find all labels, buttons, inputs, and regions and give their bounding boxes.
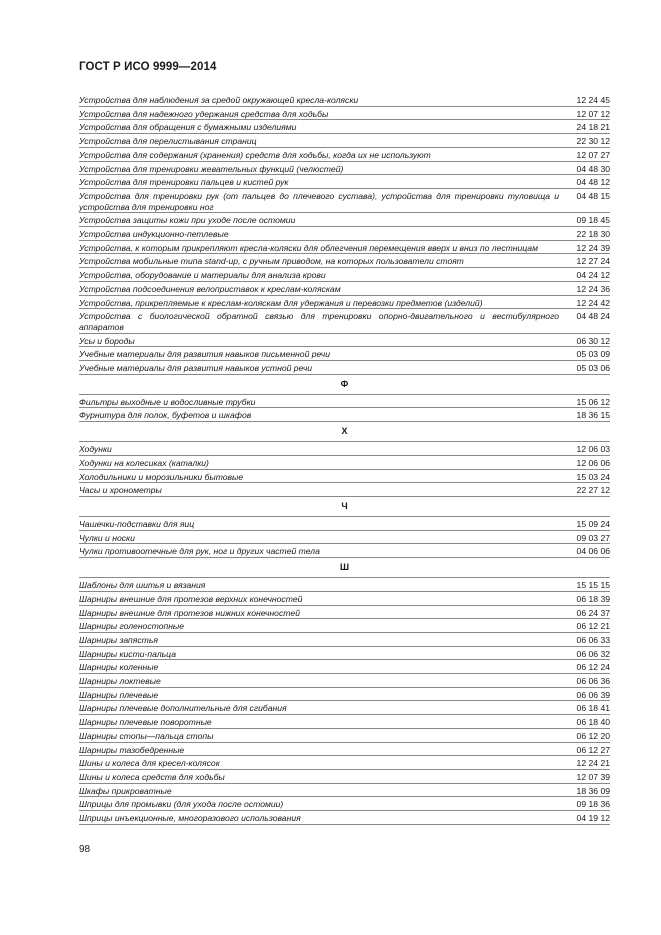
entry-code: 06 30 12 bbox=[576, 335, 610, 346]
entry-term: Ходунки bbox=[79, 444, 112, 455]
index-entry bbox=[79, 395, 610, 409]
entry-code: 24 18 21 bbox=[576, 122, 610, 133]
entry-code: 12 24 39 bbox=[576, 242, 610, 253]
entry-code: 12 07 12 bbox=[576, 108, 610, 119]
index-entry bbox=[79, 531, 610, 545]
entry-code: 04 48 15 bbox=[576, 190, 610, 201]
index-entry bbox=[79, 162, 610, 176]
entry-term: Шарниры плечевые bbox=[79, 689, 159, 700]
entry-code: 12 27 24 bbox=[576, 256, 610, 267]
entry-term: Устройства подсоединения велоприставок к креслам-коляскам bbox=[79, 283, 341, 294]
entry-term: Ходунки на колесиках (каталки) bbox=[79, 457, 209, 468]
entry-code: 06 12 24 bbox=[576, 662, 610, 673]
entry-term: Устройства, прикрепляемые к креслам-коляскам для удержания и перевозки предметов (изделий) bbox=[79, 297, 483, 308]
entry-term: Холодильники и морозильники бытовые bbox=[79, 471, 244, 482]
index-entry bbox=[79, 282, 610, 296]
entry-code: 04 24 12 bbox=[576, 270, 610, 281]
entry-term: Фильтры выходные и водосливные трубки bbox=[79, 396, 256, 407]
index-entry bbox=[79, 148, 610, 162]
index-entry bbox=[79, 134, 610, 148]
entry-term: Устройства мобильные типа stand-up, с ручным приводом, на которых пользователи стоят bbox=[79, 256, 464, 267]
index-entry bbox=[79, 729, 610, 743]
entry-code: 06 18 39 bbox=[576, 593, 610, 604]
entry-term: Чулки и носки bbox=[79, 532, 135, 543]
entry-term: Устройства для надежного удержания средства для ходьбы bbox=[79, 108, 329, 119]
section-letter: Ш bbox=[79, 558, 610, 578]
entry-code: 06 18 40 bbox=[576, 717, 610, 728]
entry-code: 12 24 36 bbox=[576, 283, 610, 294]
index-entry bbox=[79, 715, 610, 729]
entry-term: Часы и хронометры bbox=[79, 485, 162, 496]
index-entry bbox=[79, 470, 610, 484]
index-entry bbox=[79, 633, 610, 647]
entry-code: 09 18 45 bbox=[576, 215, 610, 226]
entry-code: 12 06 06 bbox=[576, 457, 610, 468]
entry-code: 06 12 21 bbox=[576, 621, 610, 632]
entry-code: 15 09 24 bbox=[576, 518, 610, 529]
entry-code: 15 15 15 bbox=[576, 580, 610, 591]
index-entry bbox=[79, 743, 610, 757]
section-letter: Ф bbox=[79, 375, 610, 395]
entry-code: 06 06 36 bbox=[576, 676, 610, 687]
index-entry bbox=[79, 647, 610, 661]
entry-term: Шарниры голеностопные bbox=[79, 621, 185, 632]
entry-code: 22 30 12 bbox=[576, 136, 610, 147]
entry-code: 15 06 12 bbox=[576, 396, 610, 407]
entry-term: Устройства защиты кожи при уходе после остомии bbox=[79, 215, 296, 226]
entry-code: 15 03 24 bbox=[576, 471, 610, 482]
entry-code: 06 06 39 bbox=[576, 689, 610, 700]
entry-term: Учебные материалы для развития навыков письменной речи bbox=[79, 349, 331, 360]
entry-code: 06 12 20 bbox=[576, 730, 610, 741]
index-entry bbox=[79, 592, 610, 606]
entry-term: Шарниры стопы—пальца стопы bbox=[79, 730, 214, 741]
entry-code: 12 24 42 bbox=[576, 297, 610, 308]
entry-term: Учебные материалы для развития навыков устной речи bbox=[79, 363, 313, 374]
subject-index bbox=[79, 93, 610, 825]
entry-term: Шарниры плечевые дополнительные для сгибания bbox=[79, 703, 287, 714]
entry-code: 05 03 06 bbox=[576, 363, 610, 374]
entry-term: Шарниры тазобедренные bbox=[79, 744, 185, 755]
entry-code: 18 36 09 bbox=[576, 785, 610, 796]
entry-term: Устройства для тренировки пальцев и кистей рук bbox=[79, 177, 289, 188]
index-entry bbox=[79, 606, 610, 620]
entry-term: Усы и бороды bbox=[79, 335, 135, 346]
index-entry bbox=[79, 268, 610, 282]
entry-code: 22 18 30 bbox=[576, 229, 610, 240]
entry-code: 04 48 24 bbox=[576, 311, 610, 322]
index-entry bbox=[79, 578, 610, 592]
index-entry bbox=[79, 254, 610, 268]
entry-term: Шарниры коленные bbox=[79, 662, 159, 673]
index-entry bbox=[79, 213, 610, 227]
entry-term: Шарниры запястья bbox=[79, 634, 158, 645]
index-entry bbox=[79, 334, 610, 348]
index-entry bbox=[79, 770, 610, 784]
index-entry bbox=[79, 797, 610, 811]
section-letter: Ч bbox=[79, 497, 610, 517]
entry-code: 04 19 12 bbox=[576, 813, 610, 824]
index-entry bbox=[79, 120, 610, 134]
entry-code: 12 07 39 bbox=[576, 771, 610, 782]
entry-term: Шкафы прикроватные bbox=[79, 785, 172, 796]
entry-code: 18 36 15 bbox=[576, 410, 610, 421]
index-entry bbox=[79, 442, 610, 456]
index-entry bbox=[79, 361, 610, 375]
index-entry bbox=[79, 517, 610, 531]
index-entry bbox=[79, 175, 610, 189]
index-entry bbox=[79, 189, 610, 213]
entry-term: Шарниры внешние для протезов нижних конечностей bbox=[79, 607, 300, 618]
entry-term: Устройства с биологической обратной связью для тренировки опорно-двигательного и вестибулярного аппаратов bbox=[79, 311, 559, 332]
document-header: ГОСТ Р ИСО 9999—2014 bbox=[79, 61, 217, 73]
entry-term: Шприцы инъекционные, многоразового использования bbox=[79, 813, 301, 824]
entry-code: 04 06 06 bbox=[576, 546, 610, 557]
index-entry bbox=[79, 619, 610, 633]
entry-term: Устройства индукционно-петлевые bbox=[79, 229, 229, 240]
index-entry bbox=[79, 309, 610, 333]
index-entry bbox=[79, 241, 610, 255]
index-entry bbox=[79, 93, 610, 107]
entry-term: Чулки противоотечные для рук, ног и других частей тела bbox=[79, 546, 320, 557]
entry-term: Шприцы для промывки (для ухода после остомии) bbox=[79, 799, 284, 810]
entry-term: Шины и колеса для кресел-колясок bbox=[79, 758, 220, 769]
entry-code: 22 27 12 bbox=[576, 485, 610, 496]
index-entry bbox=[79, 811, 610, 825]
entry-code: 06 24 37 bbox=[576, 607, 610, 618]
index-entry bbox=[79, 544, 610, 558]
entry-code: 12 24 45 bbox=[576, 95, 610, 105]
page-number: 98 bbox=[79, 844, 91, 855]
index-entry bbox=[79, 107, 610, 121]
index-entry bbox=[79, 408, 610, 422]
index-entry bbox=[79, 701, 610, 715]
entry-term: Устройства для тренировки жевательных функций (челюстей) bbox=[79, 163, 344, 174]
entry-term: Фурнитура для полок, буфетов и шкафов bbox=[79, 410, 252, 421]
entry-term: Шины и колеса средств для ходьбы bbox=[79, 771, 225, 782]
entry-term: Шарниры кисти-пальца bbox=[79, 648, 176, 659]
index-entry bbox=[79, 296, 610, 310]
entry-code: 09 18 36 bbox=[576, 799, 610, 810]
entry-code: 12 06 03 bbox=[576, 444, 610, 455]
index-entry bbox=[79, 227, 610, 241]
index-entry bbox=[79, 660, 610, 674]
entry-code: 04 48 30 bbox=[576, 163, 610, 174]
entry-term: Чашечки-подставки для яиц bbox=[79, 518, 195, 529]
entry-term: Шаблоны для шитья и вязания bbox=[79, 580, 206, 591]
entry-term: Устройства для обращения с бумажными изделиями bbox=[79, 122, 297, 133]
entry-term: Устройства, к которым прикрепляют кресла-коляски для облегчения перемещения вверх и вниз по лестницам bbox=[79, 242, 538, 253]
entry-term: Устройства для перелистывания страниц bbox=[79, 136, 257, 147]
entry-code: 05 03 09 bbox=[576, 349, 610, 360]
entry-term: Устройства для наблюдения за средой окружающей кресла-коляски bbox=[79, 95, 359, 105]
entry-term: Шарниры локтевые bbox=[79, 676, 161, 687]
entry-term: Шарниры внешние для протезов верхних конечностей bbox=[79, 593, 303, 604]
index-entry bbox=[79, 347, 610, 361]
entry-code: 06 06 32 bbox=[576, 648, 610, 659]
index-entry bbox=[79, 784, 610, 798]
entry-code: 12 24 21 bbox=[576, 758, 610, 769]
index-entry bbox=[79, 756, 610, 770]
entry-code: 06 18 41 bbox=[576, 703, 610, 714]
index-entry bbox=[79, 483, 610, 497]
entry-term: Устройства, оборудование и материалы для анализа крови bbox=[79, 270, 326, 281]
index-entry bbox=[79, 456, 610, 470]
entry-code: 04 48 12 bbox=[576, 177, 610, 188]
index-entry bbox=[79, 674, 610, 688]
entry-term: Устройства для содержания (хранения) средств для ходьбы, когда их не используют bbox=[79, 149, 431, 160]
index-entry bbox=[79, 688, 610, 702]
entry-code: 12 07 27 bbox=[576, 149, 610, 160]
entry-code: 06 12 27 bbox=[576, 744, 610, 755]
entry-term: Шарниры плечевые поворотные bbox=[79, 717, 212, 728]
entry-code: 09 03 27 bbox=[576, 532, 610, 543]
entry-term: Устройства для тренировки рук (от пальцев до плечевого сустава), устройства для тренировки туловища и устройства для тренировки ног bbox=[79, 190, 559, 212]
section-letter: Х bbox=[79, 422, 610, 442]
entry-code: 06 06 33 bbox=[576, 634, 610, 645]
